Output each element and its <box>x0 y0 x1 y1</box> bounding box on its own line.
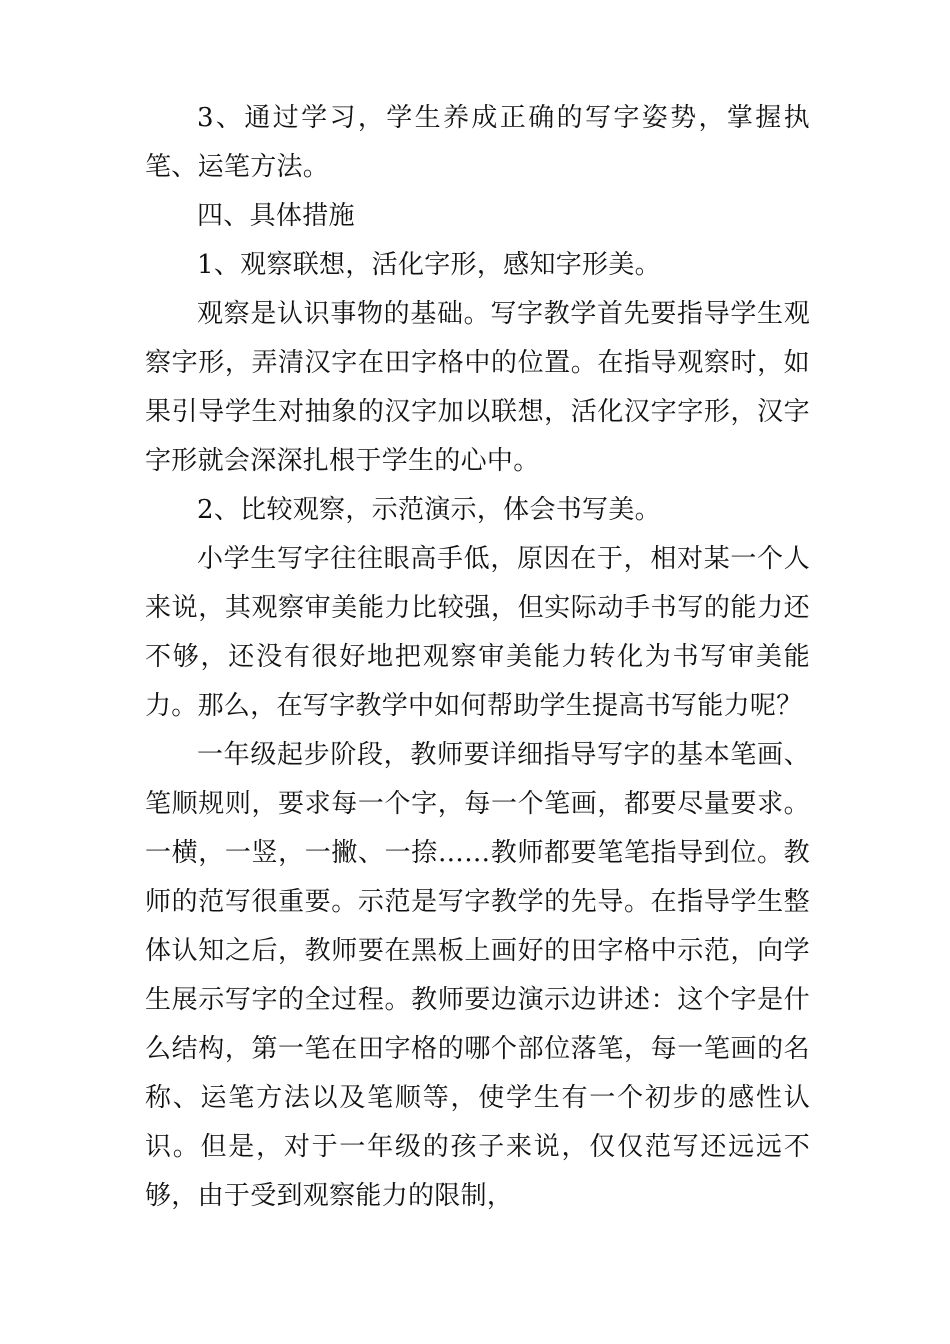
paragraph-measure-2-body: 小学生写字往往眼高手低，原因在于，相对某一个人来说，其观察审美能力比较强，但实际动手书写的能力还不够，还没有很好地把观察审美能力转化为书写审美能力。那么，在写字教学中如何帮助学生提高书写能力呢？ <box>145 544 810 721</box>
paragraph-measure-1-body: 观察是认识事物的基础。写字教学首先要指导学生观察字形，弄清汉字在田字格中的位置。在指导观察时，如果引导学生对抽象的汉字加以联想，活化汉字字形，汉字字形就会深深扎根于学生的心中。 <box>145 299 810 476</box>
section-heading-measures: 四、具体措施 <box>197 201 355 231</box>
paragraph-goal-3: 3、通过学习，学生养成正确的写字姿势，掌握执笔、运笔方法。 <box>145 103 810 182</box>
paragraph-measure-1-title: 1、观察联想，活化字形，感知字形美。 <box>197 250 661 280</box>
paragraph-measure-2-title: 2、比较观察，示范演示，体会书写美。 <box>197 495 661 525</box>
document-body <box>145 94 810 1221</box>
paragraph-grade-one: 一年级起步阶段，教师要详细指导写字的基本笔画、笔顺规则，要求每一个字，每一个笔画，都要尽量要求。一横，一竖，一撇、一捺……教师都要笔笔指导到位。教师的范写很重要。示范是写字教学的先导。在指导学生整体认知之后，教师要在黑板上画好的田字格中示范，向学生展示写字的全过程。教师要边演示边讲述：这个字是什么结构，第一笔在田字格的哪个部位落笔，每一笔画的名称、运笔方法以及笔顺等，使学生有一个初步的感性认识。但是，对于一年级的孩子来说，仅仅范写还远远不够，由于受到观察能力的限制， <box>145 740 810 1211</box>
